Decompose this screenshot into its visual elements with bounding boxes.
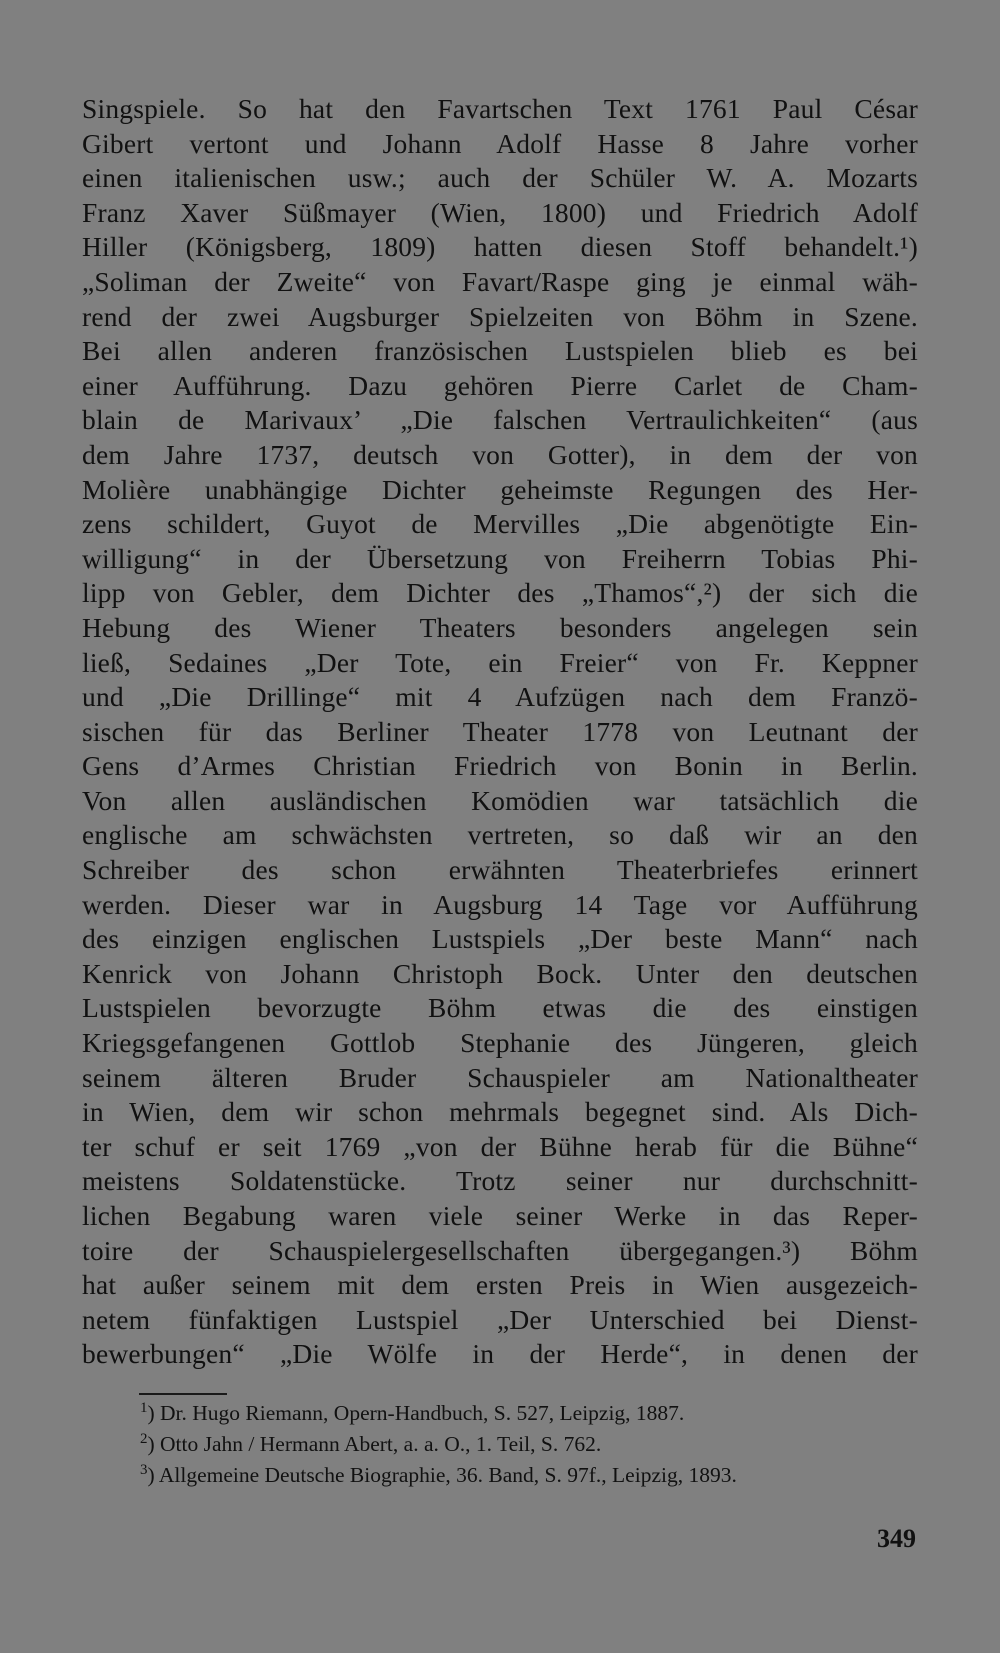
text-line: Kriegsgefangenen Gottlob Stephanie des Jüngeren, gleich	[82, 1027, 918, 1059]
footnote-text: ) Otto Jahn / Hermann Abert, a. a. O., 1. Teil, S. 762.	[147, 1432, 602, 1456]
text-line: Gens d’Armes Christian Friedrich von Bonin in Berlin.	[82, 750, 918, 782]
footnote-marker: 1	[140, 1399, 148, 1416]
text-line: des einzigen englischen Lustspiels „Der beste Mann“ nach	[82, 923, 918, 955]
text-line: lipp von Gebler, dem Dichter des „Thamos“,²) der sich die	[82, 577, 918, 609]
text-line: Gibert vertont und Johann Adolf Hasse 8 Jahre vorher	[82, 127, 918, 159]
footnote-2	[140, 1429, 920, 1460]
text-line: lichen Begabung waren viele seiner Werke in das Reper-	[82, 1200, 918, 1231]
text-line: willigung“ in der Übersetzung von Freiherrn Tobias Phi-	[82, 542, 918, 574]
footnote-1	[140, 1398, 920, 1429]
text-line: zens schildert, Guyot de Mervilles „Die abgenötigte Ein-	[82, 508, 918, 540]
footnote-text: ) Dr. Hugo Riemann, Opern-Handbuch, S. 527, Leipzig, 1887.	[147, 1401, 685, 1425]
text-line: rend der zwei Augsburger Spielzeiten von Böhm in Szene.	[82, 300, 918, 332]
text-line: Hiller (Königsberg, 1809) hatten diesen Stoff behandelt.¹)	[82, 231, 918, 263]
text-line: meistens Soldatenstücke. Trotz seiner nur durchschnitt-	[82, 1165, 918, 1197]
text-line: blain de Marivaux’ „Die falschen Vertraulichkeiten“ (aus	[82, 404, 918, 436]
body-text	[82, 92, 918, 1372]
text-line: „Soliman der Zweite“ von Favart/Raspe ging je einmal wäh-	[82, 265, 918, 297]
text-line: Hebung des Wiener Theaters besonders angelegen sein	[82, 611, 918, 643]
footnote-marker: 3	[140, 1461, 148, 1478]
footnote-marker: 2	[140, 1430, 148, 1447]
footnote-divider	[139, 1393, 227, 1395]
footnotes	[140, 1398, 920, 1491]
text-line: Schreiber des schon erwähnten Theaterbriefes erinnert	[82, 854, 918, 886]
text-line: Kenrick von Johann Christoph Bock. Unter den deutschen	[82, 957, 918, 989]
text-line: bewerbungen“ „Die Wölfe in der Herde“, in denen der	[82, 1338, 918, 1370]
footnote-text: ) Allgemeine Deutsche Biographie, 36. Band, S. 97f., Leipzig, 1893.	[147, 1463, 737, 1487]
text-line: hat außer seinem mit dem ersten Preis in Wien ausgezeich-	[82, 1269, 918, 1301]
text-line: Singspiele. So hat den Favartschen Text 1761 Paul César	[82, 93, 918, 124]
text-line: ter schuf er seit 1769 „von der Bühne herab für die Bühne“	[82, 1130, 918, 1162]
text-line: einen italienischen usw.; auch der Schüler W. A. Mozarts	[82, 162, 918, 194]
text-line: Franz Xaver Süßmayer (Wien, 1800) und Friedrich Adolf	[82, 196, 918, 228]
text-line: und „Die Drillinge“ mit 4 Aufzügen nach dem Franzö-	[82, 681, 918, 713]
page-number: 349	[877, 1524, 916, 1553]
footnote-3	[140, 1460, 920, 1491]
text-line: Von allen ausländischen Komödien war tatsächlich die	[82, 784, 918, 816]
text-line: englische am schwächsten vertreten, so daß wir an den	[82, 819, 918, 851]
text-line: dem Jahre 1737, deutsch von Gotter), in dem der von	[82, 438, 918, 470]
text-line: toire der Schauspielergesellschaften übergegangen.³) Böhm	[82, 1234, 918, 1266]
text-line: netem fünfaktigen Lustspiel „Der Unterschied bei Dienst-	[82, 1303, 918, 1335]
text-line: einer Aufführung. Dazu gehören Pierre Carlet de Cham-	[82, 369, 918, 401]
text-line: in Wien, dem wir schon mehrmals begegnet sind. Als Dich-	[82, 1096, 918, 1128]
text-line: ließ, Sedaines „Der Tote, ein Freier“ von Fr. Keppner	[82, 646, 918, 678]
text-line: Molière unabhängige Dichter geheimste Regungen des Her-	[82, 473, 918, 505]
text-line: seinem älteren Bruder Schauspieler am Nationaltheater	[82, 1061, 918, 1093]
text-line: Bei allen anderen französischen Lustspielen blieb es bei	[82, 335, 918, 367]
text-line: sischen für das Berliner Theater 1778 von Leutnant der	[82, 715, 918, 747]
text-line: Lustspielen bevorzugte Böhm etwas die des einstigen	[82, 992, 918, 1024]
text-line: werden. Dieser war in Augsburg 14 Tage vor Aufführung	[82, 888, 918, 920]
